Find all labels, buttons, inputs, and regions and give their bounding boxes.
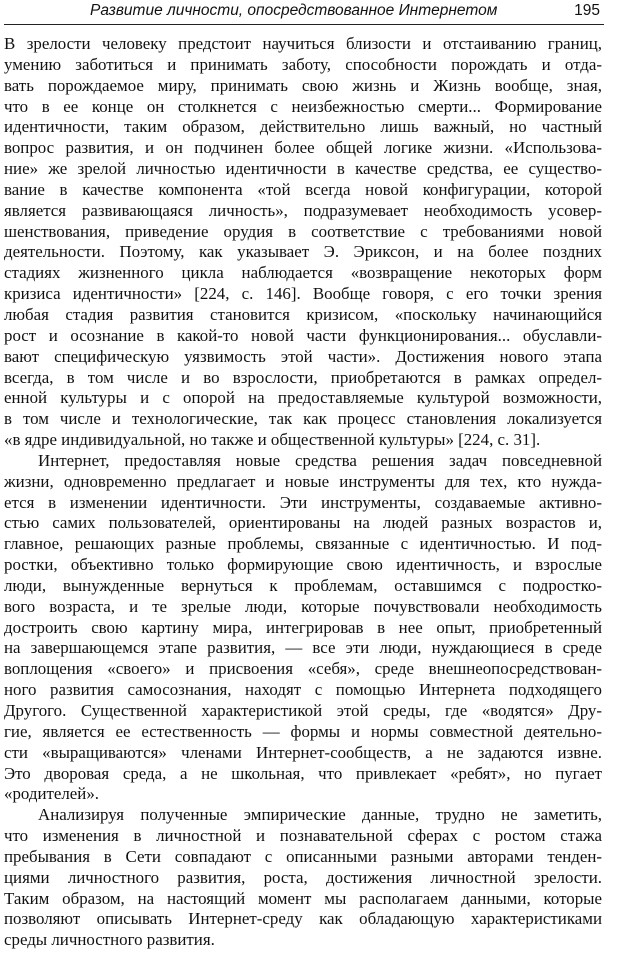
text-line: стадиях жизненного цикла наблюдается «возвращение некоторых форм [4, 263, 602, 283]
text-line: любая стадия развития становится кризисом, «поскольку начинающийся [4, 304, 602, 324]
text-line: шенствования, приведение орудия в соответствие с требованиями новой [4, 221, 602, 241]
text-line: всегда, в том числе и во взрослости, приобретаются в рамках определ- [4, 367, 602, 387]
text-line: что в ее конце он столкнется с неизбежностью смерти... Формирование [4, 96, 602, 116]
text-line: гие, является ее естественность — формы и нормы совместной деятельно- [4, 721, 602, 741]
text-line: циями личностного развития, роста, достижения личностной зрелости. [4, 867, 602, 887]
text-line: Это дворовая среда, а не школьная, что привлекает «ребят», но пугает [4, 763, 602, 783]
text-line: ется в изменении идентичности. Эти инструменты, создаваемые активно- [4, 492, 602, 512]
text-line: вание в качестве компонента «той всегда новой конфигурации, которой [4, 179, 602, 199]
page-number: 195 [574, 2, 600, 19]
text-line: деятельности. Поэтому, как указывает Э. Эриксон, и на более поздних [4, 242, 602, 262]
text-line: среды личностного развития. [4, 930, 215, 950]
text-line: «в ядре индивидуальной, но также и общественной культуры» [224, с. 31]. [4, 430, 541, 450]
text-line: что изменения в личностной и познавательной сферах с ростом стажа [4, 826, 602, 846]
text-line: Таким образом, на настоящий момент мы располагаем данными, которые [4, 888, 602, 908]
text-line: идентичности, таким образом, действительно лишь важный, но частный [4, 117, 602, 137]
text-line: достроить свою картину мира, интегрировав в нее опыт, приобретенный [4, 617, 602, 637]
text-line: рост и осознание в какой-то новой части функционирования... обуславли- [4, 325, 602, 345]
paragraph [4, 34, 602, 451]
text-line: вать порождаемое миру, принимать свою жизнь и Жизнь вообще, зная, [4, 75, 602, 95]
paragraph [4, 451, 602, 805]
text-line: ние» же зрелой личностью идентичности в качестве средства, ее существо- [4, 159, 602, 179]
text-line: главное, решающих разные проблемы, связанные с идентичностью. И под- [4, 534, 602, 554]
text-line: стью самих пользователей, ориентированы на людей разных возрастов и, [4, 513, 602, 533]
text-line: люди, вынужденные вернуться к проблемам, оставшимся с подростко- [4, 575, 602, 595]
paragraph [4, 805, 602, 951]
text-line: Другого. Существенной характеристикой этой среды, где «водятся» Дру- [4, 701, 602, 720]
text-line: в том числе и технологические, так как процесс становления локализуется [4, 409, 602, 429]
running-title: Развитие личности, опосредствованное Интернетом [90, 2, 498, 19]
text-line: пребывания в Сети совпадают с описанными разными авторами тенден- [4, 846, 602, 866]
text-line: ного развития самосознания, находят с помощью Интернета подходящего [4, 680, 602, 700]
text-line: вают специфическую уязвимость этой части». Достижения нового этапа [4, 346, 602, 366]
text-line: на завершающемся этапе развития, — все эти люди, нуждающиеся в среде [4, 638, 602, 658]
text-line: «родителей». [4, 784, 99, 804]
text-line: Интернет, предоставляя новые средства решения задач повседневной [38, 450, 602, 470]
text-line: воплощения «своего» и присвоения «себя», среде внешнеопосредствован- [4, 659, 602, 679]
text-line: енной культуры и с опорой на предоставляемые культурой возможности, [4, 388, 602, 408]
body-text [4, 34, 602, 951]
running-header [4, 0, 604, 25]
text-line: жизни, одновременно предлагает и новые инструменты для тех, кто нужда- [4, 471, 602, 491]
text-line: ростки, объективно только формирующие свою идентичность, и взрослые [4, 555, 602, 575]
text-line: В зрелости человеку предстоит научиться близости и отстаиванию границ, [4, 34, 602, 53]
text-line: является развивающаяся личность», подразумевает необходимость усовер- [4, 200, 602, 220]
text-line: вого возраста, и те зрелые люди, которые почувствовали необходимость [4, 596, 602, 616]
text-line: вопрос развития, и он подчинен более общей логике жизни. «Использова- [4, 138, 602, 158]
text-line: Анализируя полученные эмпирические данные, трудно не заметить, [38, 805, 602, 825]
text-line: сти «выращиваются» членами Интернет-сообществ, а не задаются извне. [4, 742, 602, 762]
text-line: умению заботиться и принимать заботу, способности порождать и отда- [4, 54, 602, 74]
text-line: позволяют описывать Интернет-среду как обладающую характеристиками [4, 909, 602, 929]
text-line: кризиса идентичности» [224, с. 146]. Вообще говоря, с его точки зрения [4, 284, 602, 304]
